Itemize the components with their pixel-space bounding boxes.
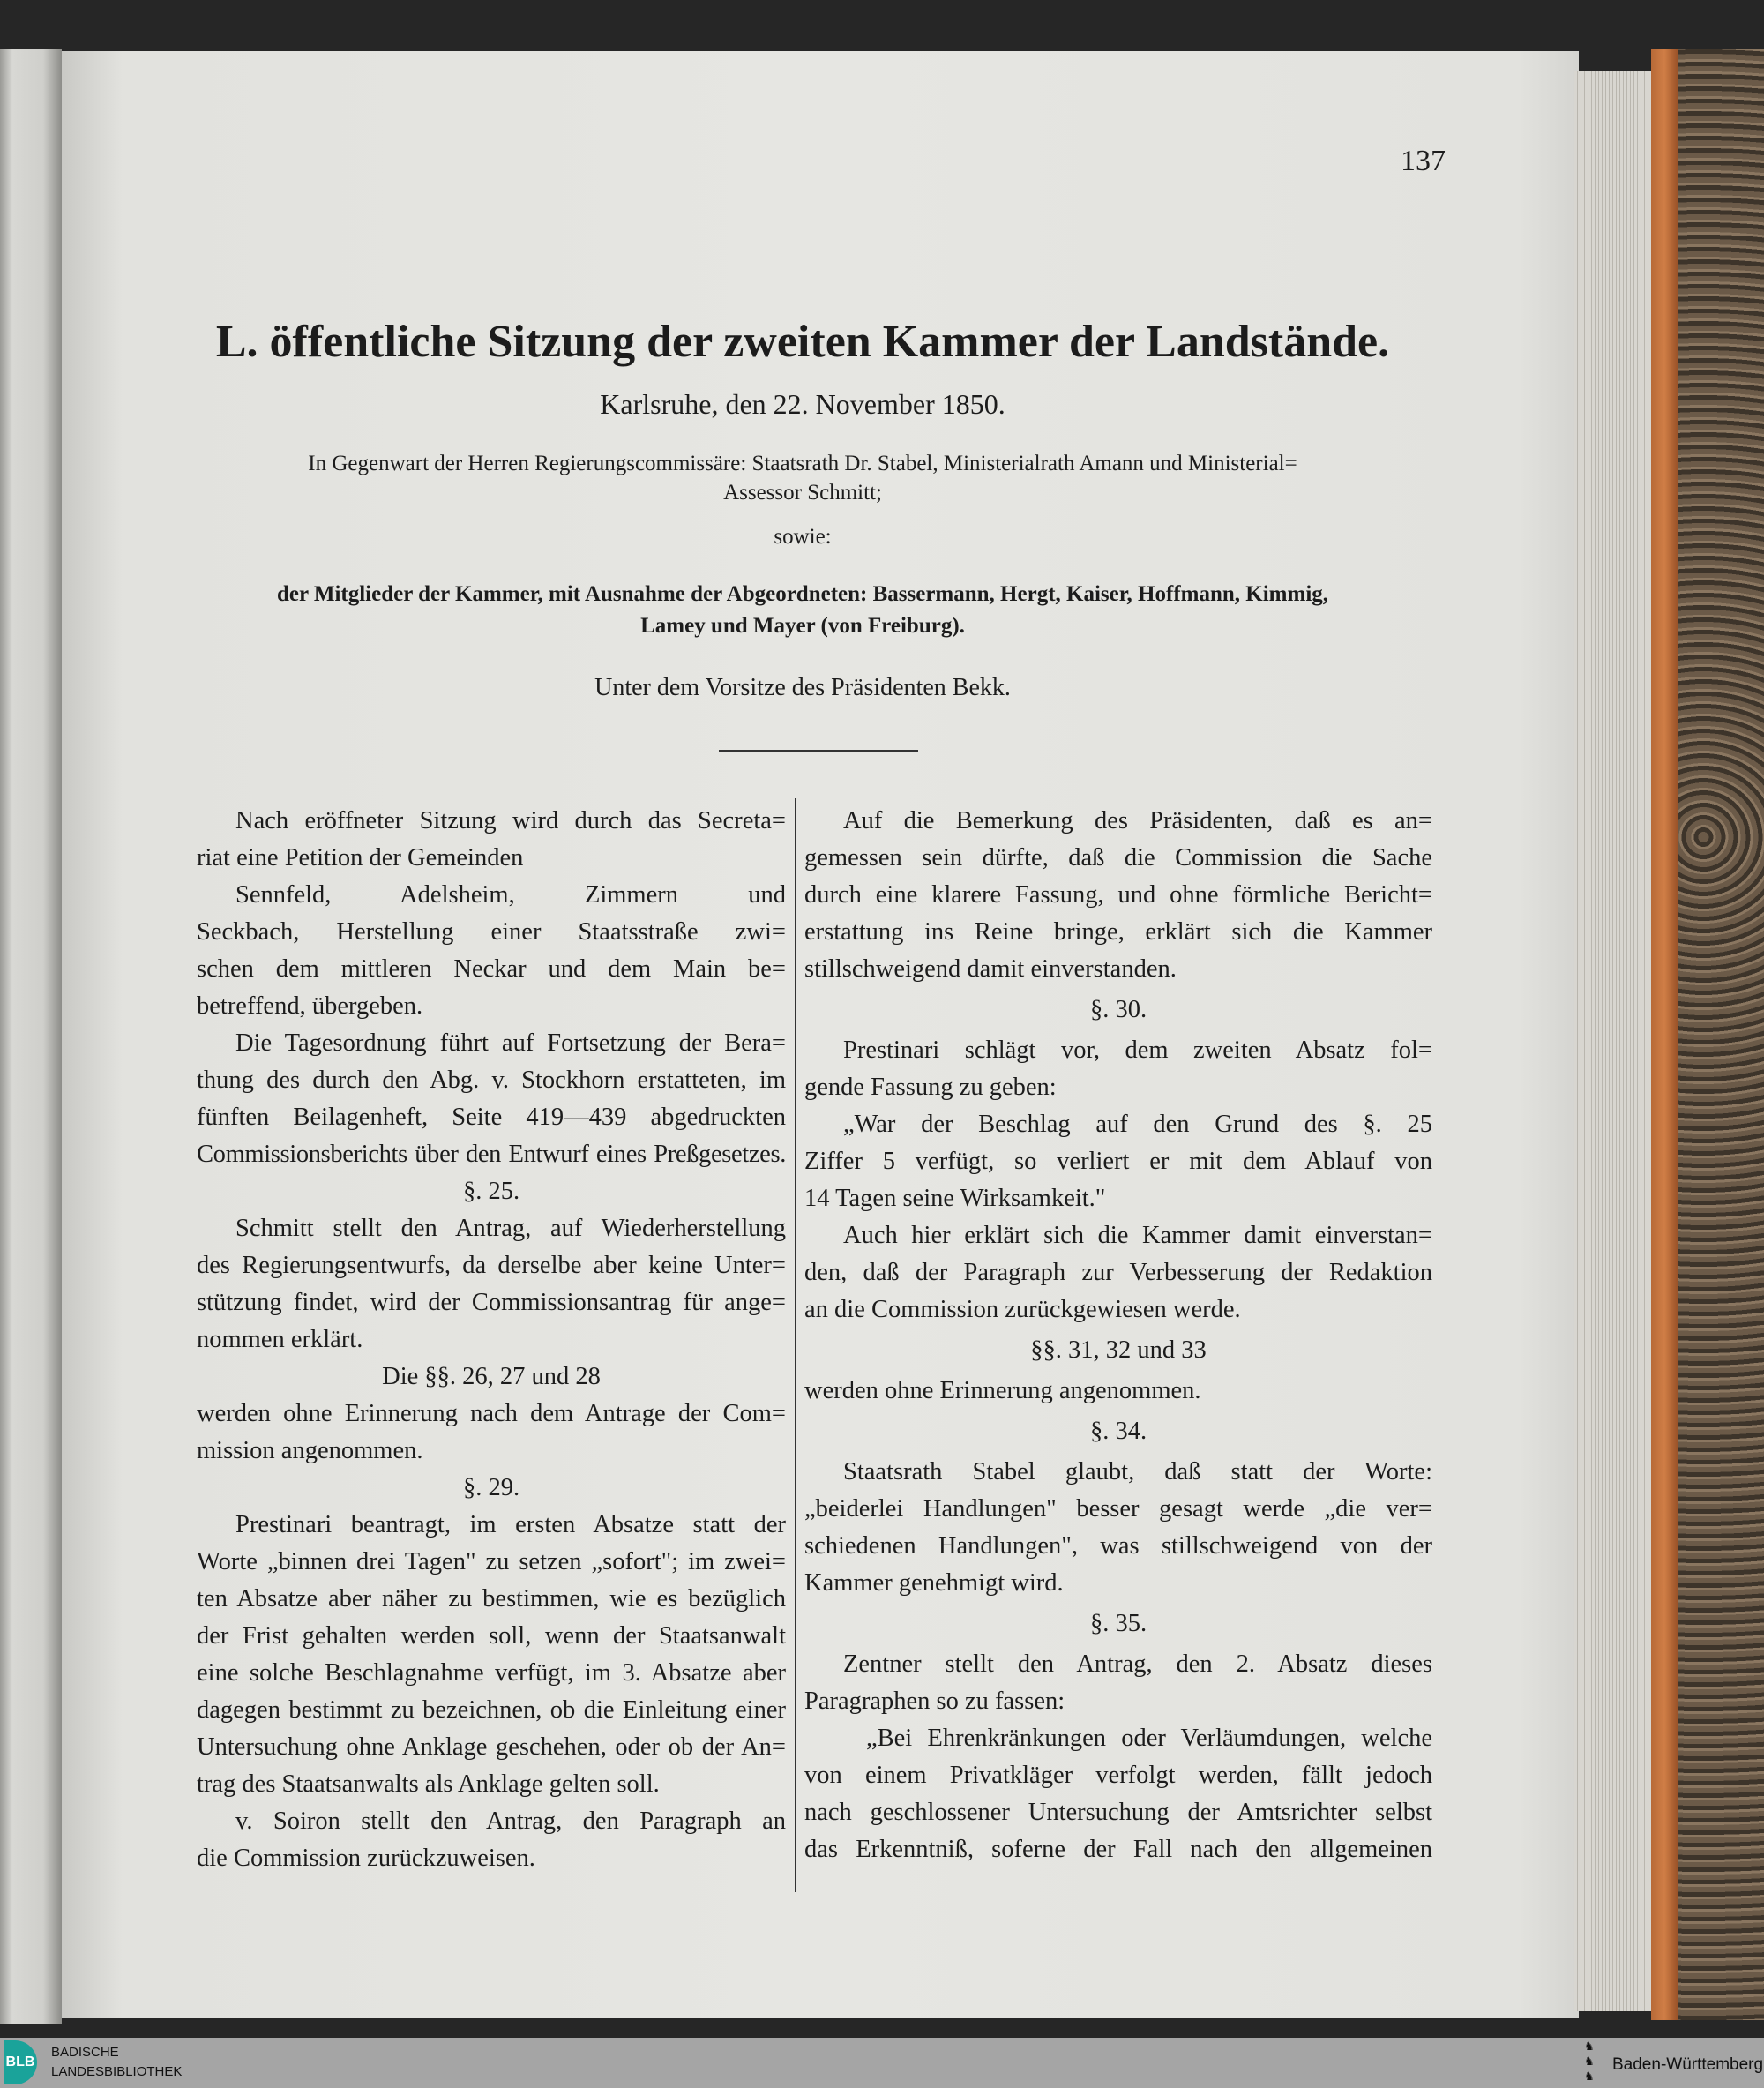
left-page-edge [0, 49, 62, 2024]
marbled-endpaper [1678, 49, 1764, 2020]
text-line: Seckbach, Herstellung einer Staatsstraße zwi= [197, 918, 786, 946]
column-divider [795, 798, 796, 1892]
text-line: Untersuchung ohne Anklage geschehen, oder ob der An= [197, 1733, 786, 1761]
members-line-1: der Mitglieder der Kammer, mit Ausnahme der Abgeordneten: Bassermann, Hergt, Kaiser, Hoffmann, Kimmig, [276, 582, 1329, 606]
text-line: Auf die Bemerkung des Präsidenten, daß es an= [843, 807, 1432, 834]
right-column [804, 803, 1432, 1868]
section-heading: Die §§. 26, 27 und 28 [382, 1363, 601, 1390]
date-line: Karlsruhe, den 22. November 1850. [600, 388, 1005, 420]
text-line: thung des durch den Abg. v. Stockhorn erstatteten, im [197, 1066, 786, 1094]
blb-name-line-2: LANDESBIBLIOTHEK [51, 2064, 183, 2079]
text-line: eine solche Beschlagnahme verfügt, im 3. Absatze aber [197, 1659, 786, 1687]
text-line: schen dem mittleren Neckar und dem Main be= [197, 955, 786, 983]
text-line: Staatsrath Stabel glaubt, daß statt der Worte: [843, 1458, 1432, 1486]
text-line: schiedenen Handlungen", was stillschweigend von der [804, 1532, 1432, 1560]
section-heading: §. 34. [1089, 1418, 1147, 1445]
text-line: den, daß der Paragraph zur Verbesserung der Redaktion [804, 1259, 1432, 1286]
text-line: der Frist gehalten werden soll, wenn der Staatsanwalt [197, 1622, 786, 1650]
text-line: Prestinari schlägt vor, dem zweiten Absatz fol= [843, 1037, 1432, 1064]
text-line: Worte „binnen drei Tagen" zu setzen „sofort"; im zwei= [197, 1548, 786, 1575]
presence-line-1: In Gegenwart der Herren Regierungscommissäre: Staatsrath Dr. Stabel, Ministerialrath Amann und Ministerial= [308, 452, 1297, 475]
section-heading: §. 35. [1089, 1610, 1147, 1637]
text-line: Sennfeld, Adelsheim, Zimmern und [235, 881, 786, 909]
text-line: werden ohne Erinnerung angenommen. [804, 1377, 1201, 1404]
blb-name[interactable] [51, 2043, 182, 2082]
section-heading: §. 30. [1089, 996, 1147, 1023]
text-line: gende Fassung zu geben: [804, 1074, 1057, 1101]
text-line: werden ohne Erinnerung nach dem Antrage der Com= [197, 1400, 786, 1427]
section-heading: §§. 31, 32 und 33 [1030, 1336, 1207, 1364]
text-line: an die Commission zurückgewiesen werde. [804, 1296, 1241, 1323]
text-line: ten Absatze aber näher zu bestimmen, wie es bezüglich [197, 1585, 786, 1613]
footer-bar [0, 2038, 1764, 2088]
text-line: Nach eröffneter Sitzung wird durch das Secreta= [235, 807, 786, 834]
text-line: des Regierungsentwurfs, da derselbe aber keine Unter= [197, 1252, 786, 1279]
page-number: 137 [1401, 145, 1446, 177]
text-line: „beiderlei Handlungen" besser gesagt werde „die ver= [804, 1495, 1432, 1523]
text-line: stillschweigend damit einverstanden. [804, 955, 1177, 983]
text-line: Commissionsberichts über den Entwurf eines Preßgesetzes. [197, 1141, 786, 1168]
text-line: „Bei Ehrenkränkungen oder Verläumdungen, welche [866, 1725, 1432, 1752]
baden-wuerttemberg-logo[interactable]: Baden-Württemberg [1612, 2055, 1764, 2074]
text-line: Kammer genehmigt wird. [804, 1569, 1064, 1597]
text-line: Prestinari beantragt, im ersten Absatze statt der [235, 1511, 786, 1538]
text-line: Paragraphen so zu fassen: [804, 1688, 1065, 1715]
text-line: dagegen bestimmt zu bezeichnen, ob die Einleitung einer [197, 1696, 786, 1724]
text-line: trag des Staatsanwalts als Anklage gelten soll. [197, 1770, 660, 1798]
text-line: v. Soiron stellt den Antrag, den Paragraph an [235, 1807, 786, 1835]
text-line: Schmitt stellt den Antrag, auf Wiederherstellung [235, 1215, 786, 1242]
page-stack-edge [1574, 71, 1654, 2011]
header-rule [719, 750, 918, 752]
text-line: von einem Privatkläger verfolgt werden, fällt jedoch [804, 1762, 1432, 1789]
text-line: nommen erklärt. [197, 1326, 363, 1353]
text-line: Auch hier erklärt sich die Kammer damit einverstan= [843, 1222, 1432, 1249]
text-line: betreffend, übergeben. [197, 992, 423, 1020]
text-line: nach geschlossener Untersuchung der Amtsrichter selbst [804, 1799, 1432, 1826]
chair-line: Unter dem Vorsitze des Präsidenten Bekk. [594, 674, 1011, 701]
text-line: 14 Tagen seine Wirksamkeit." [804, 1185, 1106, 1212]
sowie-line: sowie: [774, 525, 832, 549]
text-line: das Erkenntniß, soferne der Fall nach den allgemeinen [804, 1836, 1432, 1863]
members-line-2: Lamey und Mayer (von Freiburg). [640, 614, 965, 638]
text-line: Zentner stellt den Antrag, den 2. Absatz dieses [843, 1650, 1432, 1678]
book-cover-edge [1651, 49, 1678, 2020]
blb-name-line-1: BADISCHE [51, 2045, 119, 2060]
text-line: Die Tagesordnung führt auf Fortsetzung der Bera= [235, 1029, 786, 1057]
text-line: erstattung ins Reine bringe, erklärt sich die Kammer [804, 918, 1432, 946]
section-heading: §. 25. [462, 1178, 520, 1205]
text-line: Ziffer 5 verfügt, so verliert er mit dem Ablauf von [804, 1148, 1432, 1175]
text-line: durch eine klarere Fassung, und ohne förmliche Bericht= [804, 881, 1432, 909]
text-line: gemessen sein dürfte, daß die Commission die Sache [804, 844, 1432, 872]
blb-logo[interactable]: BLB [4, 2040, 37, 2084]
baden-wuerttemberg-lions-icon: ♞ ♞ ♞ [1584, 2040, 1595, 2084]
text-line: fünften Beilagenheft, Seite 419—439 abgedruckten [197, 1104, 786, 1131]
text-line: stützung findet, wird der Commissionsantrag für ange= [197, 1289, 786, 1316]
left-column [197, 803, 786, 1877]
text-line: „War der Beschlag auf den Grund des §. 25 [843, 1111, 1432, 1138]
presence-line-2: Assessor Schmitt; [723, 481, 882, 505]
text-line: riat eine Petition der Gemeinden [197, 844, 524, 872]
text-line: die Commission zurückzuweisen. [197, 1845, 535, 1872]
text-line: mission angenommen. [197, 1437, 423, 1464]
section-heading: §. 29. [462, 1474, 520, 1501]
page-title: L. öffentliche Sitzung der zweiten Kammer der Landstände. [215, 317, 1390, 367]
